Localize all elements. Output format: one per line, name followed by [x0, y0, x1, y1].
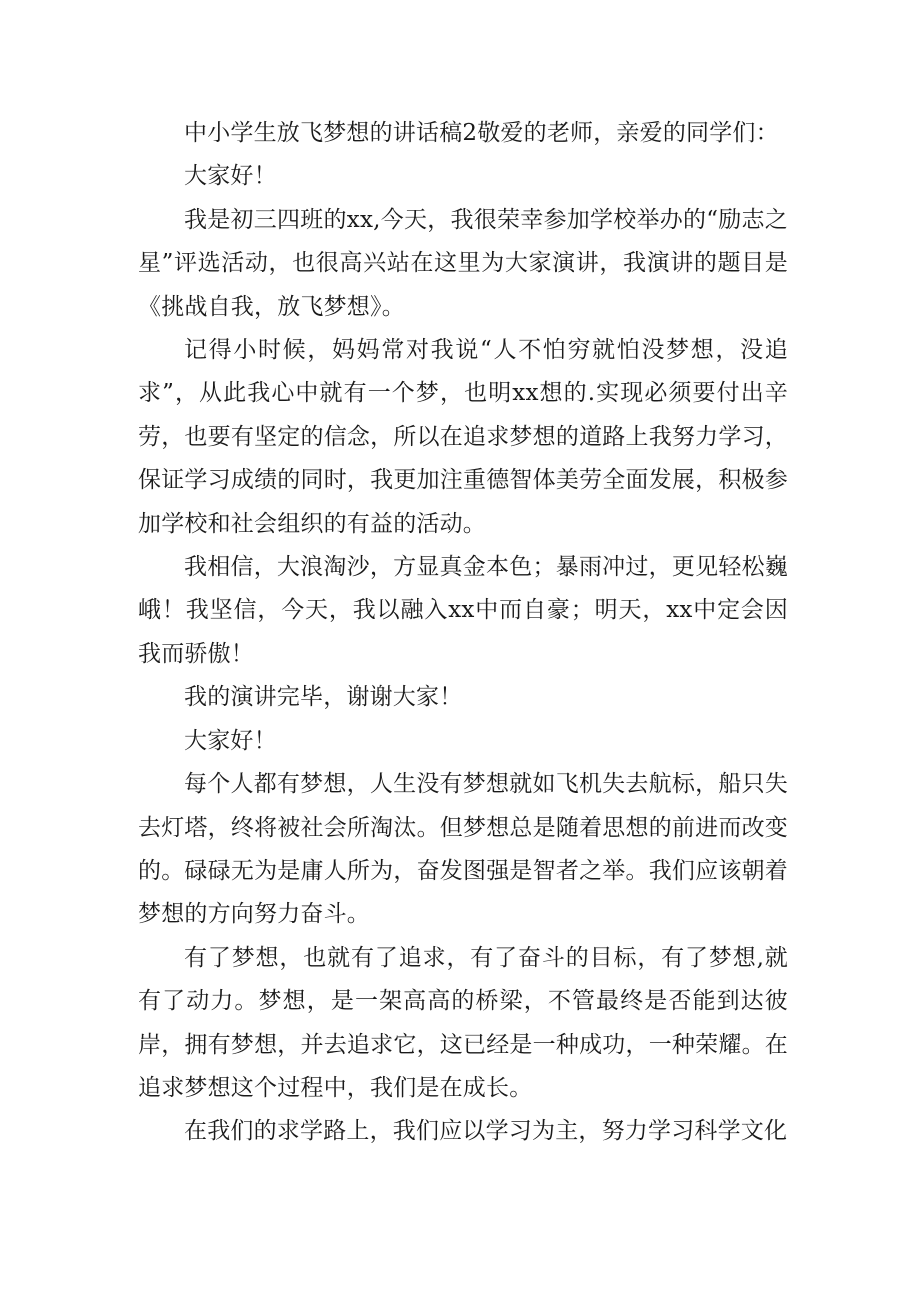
paragraph-hello: 大家好！: [184, 163, 277, 190]
document-body: [138, 112, 788, 1154]
paragraph-closing: 我的演讲完毕，谢谢大家！: [184, 684, 463, 711]
paragraph-introduction: 我是初三四班的xx,今天，我很荣幸参加学校举办的“励志之星”评选活动，也很高兴站在这里为大家演讲，我演讲的题目是《挑战自我，放飞梦想》。: [138, 206, 788, 320]
paragraph-pursuit: 有了梦想，也就有了追求，有了奋斗的目标，有了梦想,就有了动力。梦想，是一架高高的桥梁，不管最终是否能到达彼岸，拥有梦想，并去追求它，这已经是一种成功，一种荣耀。在追求梦想这个过程中，我们是在成长。: [138, 944, 788, 1101]
paragraph-study-path: 在我们的求学路上，我们应以学习为主，努力学习科学文化: [184, 1118, 788, 1145]
paragraph-belief: 我相信，大浪淘沙，方显真金本色；暴雨冲过，更见轻松巍峨！我坚信，今天，我以融入xx中而自豪；明天，xx中定会因我而骄傲！: [138, 554, 788, 667]
paragraph-everyone-has-dreams: 每个人都有梦想，人生没有梦想就如飞机失去航标，船只失去灯塔，终将被社会所淘汰。但梦想总是随着思想的前进而改变的。碌碌无为是庸人所为，奋发图强是智者之举。我们应该朝着梦想的方向努力奋斗。: [138, 771, 788, 928]
paragraph-childhood-dream: 记得小时候，妈妈常对我说“人不怕穷就怕没梦想，没追求”，从此我心中就有一个梦，也明xx想的.实现必须要付出辛劳，也要有坚定的信念，所以在追求梦想的道路上我努力学习，保证学习成绩的同时，我更加注重德智体美劳全面发展，积极参加学校和社会组织的有益的活动。: [138, 337, 788, 537]
paragraph-hello-second: 大家好！: [184, 727, 277, 754]
paragraph-title-greeting: 中小学生放飞梦想的讲话稿2敬爱的老师，亲爱的同学们：: [184, 120, 779, 146]
